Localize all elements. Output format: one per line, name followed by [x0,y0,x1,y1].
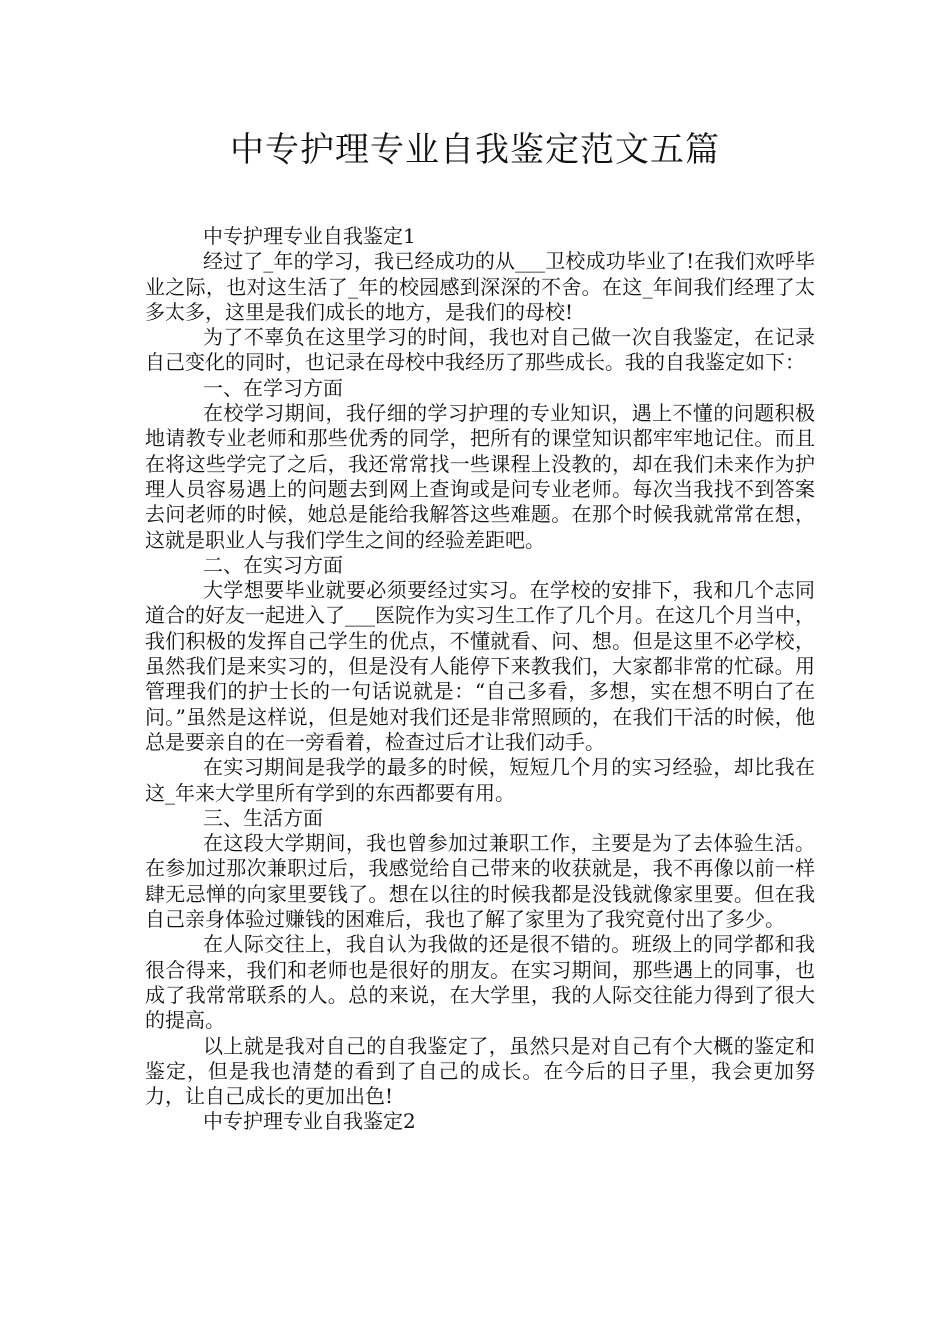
paragraph: 在这段大学期间，我也曾参加过兼职工作，主要是为了去体验生活。在参加过那次兼职过后，我感觉给自己带来的收获就是，我不再像以前一样肆无忌惮的向家里要钱了。想在以往的时候我都是没钱就像家里要。但在我自己亲身体验过赚钱的困难后，我也了解了家里为了我究竟付出了多少。 [145,831,815,932]
subheading-internship: 二、在实习方面 [203,552,343,577]
section-heading-1: 中专护理专业自我鉴定1 [203,224,416,248]
paragraph: 大学想要毕业就要必须要经过实习。在学校的安排下，我和几个志同道合的好友一起进入了___医院作为实习生工作了几个月。在这几个月当中，我们积极的发挥自己学生的优点，不懂就看、问、想。但是这里不必学校，虽然我们是来实习的，但是没有人能停下来教我们，大家都非常的忙碌。用管理我们的护士长的一句话说就是：“自己多看，多想，实在想不明白了在问。”虽然是这样说，但是她对我们还是非常照顾的，在我们干活的时候，他总是要亲自的在一旁看着，检查过后才让我们动手。 [145,578,815,754]
paragraph: 以上就是我对自己的自我鉴定了，虽然只是对自己有个大概的鉴定和鉴定，但是我也清楚的看到了自己的成长。在今后的日子里，我会更加努力，让自己成长的更加出色! [145,1033,815,1109]
paragraph: 在实习期间是我学的最多的时候，短短几个月的实习经验，却比我在这_年来大学里所有学到的东西都要有用。 [145,755,815,805]
document-body [145,224,815,1135]
paragraph: 为了不辜负在这里学习的时间，我也对自己做一次自我鉴定，在记录自己变化的同时，也记录在母校中我经历了那些成长。我的自我鉴定如下： [145,325,815,375]
subheading-study: 一、在学习方面 [203,375,343,400]
paragraph: 在人际交往上，我自认为我做的还是很不错的。班级上的同学都和我很合得来，我们和老师也是很好的朋友。在实习期间，那些遇上的同事，也成了我常常联系的人。总的来说，在大学里，我的人际交往能力得到了很大的提高。 [145,932,815,1033]
section-heading-2: 中专护理专业自我鉴定2 [203,1109,416,1134]
paragraph: 在校学习期间，我仔细的学习护理的专业知识，遇上不懂的问题积极地请教专业老师和那些优秀的同学，把所有的课堂知识都牢牢地记住。而且在将这些学完了之后，我还常常找一些课程上没教的，却在我们未来作为护理人员容易遇上的问题去到网上查询或是问专业老师。每次当我找不到答案去问老师的时候，她总是能给我解答这些难题。在那个时候我就常常在想，这就是职业人与我们学生之间的经验差距吧。 [145,401,815,552]
subheading-life: 三、生活方面 [203,805,323,830]
document-title: 中专护理专业自我鉴定范文五篇 [230,130,720,170]
paragraph: 经过了_年的学习，我已经成功的从___卫校成功毕业了!在我们欢呼毕业之际，也对这生活了_年的校园感到深深的不舍。在这_年间我们经理了太多太多，这里是我们成长的地方，是我们的母校! [145,249,815,324]
